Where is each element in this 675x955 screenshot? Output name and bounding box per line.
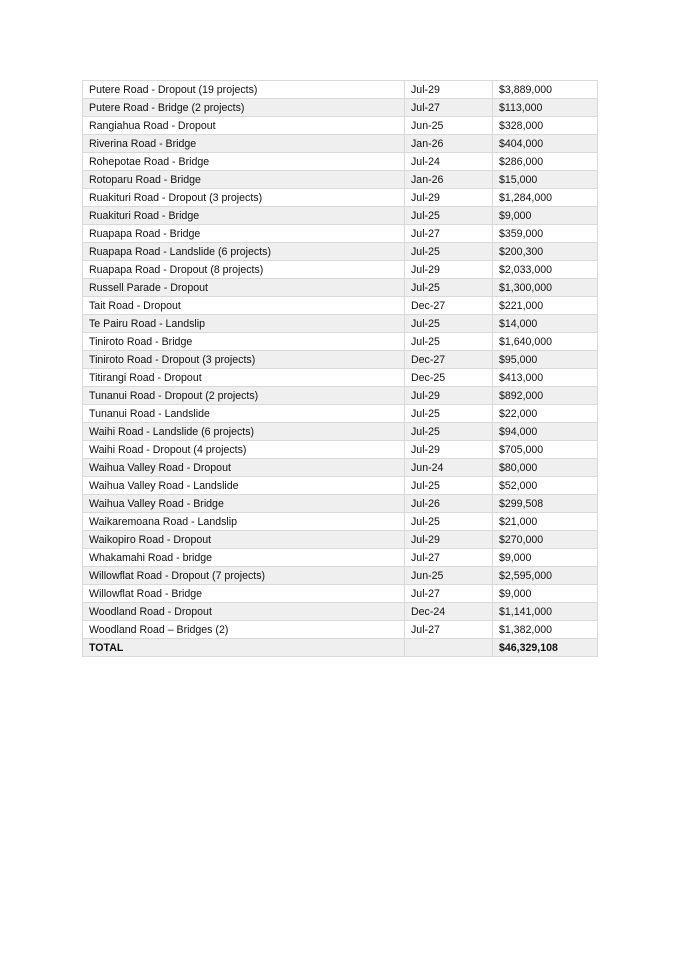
table-row bbox=[83, 81, 598, 99]
completion-date-cell: Dec-27 bbox=[405, 297, 493, 315]
completion-date-cell: Jul-25 bbox=[405, 315, 493, 333]
cost-cell: $95,000 bbox=[493, 351, 598, 369]
cost-cell: $413,000 bbox=[493, 369, 598, 387]
table-row bbox=[83, 477, 598, 495]
total-label-cell: TOTAL bbox=[83, 639, 405, 657]
completion-date-cell: Jul-25 bbox=[405, 333, 493, 351]
table-row bbox=[83, 603, 598, 621]
table-row bbox=[83, 153, 598, 171]
project-name-cell: Waikopiro Road - Dropout bbox=[83, 531, 405, 549]
completion-date-cell: Jul-27 bbox=[405, 549, 493, 567]
project-name-cell: Tunanui Road - Dropout (2 projects) bbox=[83, 387, 405, 405]
table-row bbox=[83, 315, 598, 333]
cost-cell: $2,595,000 bbox=[493, 567, 598, 585]
cost-cell: $1,284,000 bbox=[493, 189, 598, 207]
completion-date-cell: Jul-27 bbox=[405, 621, 493, 639]
completion-date-cell: Jul-29 bbox=[405, 441, 493, 459]
table-row bbox=[83, 189, 598, 207]
project-name-cell: Tait Road - Dropout bbox=[83, 297, 405, 315]
table-row bbox=[83, 171, 598, 189]
project-name-cell: Willowflat Road - Bridge bbox=[83, 585, 405, 603]
project-name-cell: Tiniroto Road - Dropout (3 projects) bbox=[83, 351, 405, 369]
cost-cell: $1,382,000 bbox=[493, 621, 598, 639]
completion-date-cell: Jul-26 bbox=[405, 495, 493, 513]
completion-date-cell: Jul-25 bbox=[405, 207, 493, 225]
cost-cell: $1,300,000 bbox=[493, 279, 598, 297]
project-name-cell: Riverina Road - Bridge bbox=[83, 135, 405, 153]
cost-cell: $22,000 bbox=[493, 405, 598, 423]
project-name-cell: Rotoparu Road - Bridge bbox=[83, 171, 405, 189]
project-name-cell: Waihi Road - Dropout (4 projects) bbox=[83, 441, 405, 459]
table-row bbox=[83, 207, 598, 225]
project-name-cell: Waihua Valley Road - Landslide bbox=[83, 477, 405, 495]
completion-date-cell: Jun-25 bbox=[405, 567, 493, 585]
total-row bbox=[83, 639, 598, 657]
completion-date-cell: Jul-25 bbox=[405, 423, 493, 441]
table-row bbox=[83, 279, 598, 297]
completion-date-cell: Jul-25 bbox=[405, 243, 493, 261]
project-name-cell: Rangiahua Road - Dropout bbox=[83, 117, 405, 135]
table-row bbox=[83, 99, 598, 117]
total-date-cell bbox=[405, 639, 493, 657]
cost-cell: $892,000 bbox=[493, 387, 598, 405]
cost-cell: $9,000 bbox=[493, 585, 598, 603]
project-name-cell: Putere Road - Dropout (19 projects) bbox=[83, 81, 405, 99]
cost-cell: $113,000 bbox=[493, 99, 598, 117]
table-row bbox=[83, 243, 598, 261]
project-name-cell: Te Pairu Road - Landslip bbox=[83, 315, 405, 333]
project-name-cell: Waihi Road - Landslide (6 projects) bbox=[83, 423, 405, 441]
cost-cell: $328,000 bbox=[493, 117, 598, 135]
table-row bbox=[83, 495, 598, 513]
completion-date-cell: Jul-27 bbox=[405, 99, 493, 117]
completion-date-cell: Jul-24 bbox=[405, 153, 493, 171]
completion-date-cell: Jul-27 bbox=[405, 225, 493, 243]
table-row bbox=[83, 261, 598, 279]
completion-date-cell: Jul-27 bbox=[405, 585, 493, 603]
completion-date-cell: Jul-29 bbox=[405, 387, 493, 405]
completion-date-cell: Jul-29 bbox=[405, 189, 493, 207]
cost-cell: $705,000 bbox=[493, 441, 598, 459]
table-row bbox=[83, 297, 598, 315]
table-row bbox=[83, 135, 598, 153]
cost-cell: $15,000 bbox=[493, 171, 598, 189]
completion-date-cell: Jul-29 bbox=[405, 81, 493, 99]
table-row bbox=[83, 387, 598, 405]
project-name-cell: Ruapapa Road - Landslide (6 projects) bbox=[83, 243, 405, 261]
table-body bbox=[83, 81, 598, 657]
project-name-cell: Waihua Valley Road - Dropout bbox=[83, 459, 405, 477]
cost-cell: $80,000 bbox=[493, 459, 598, 477]
table-row bbox=[83, 225, 598, 243]
project-name-cell: Tunanui Road - Landslide bbox=[83, 405, 405, 423]
table-row bbox=[83, 333, 598, 351]
cost-cell: $52,000 bbox=[493, 477, 598, 495]
table-row bbox=[83, 423, 598, 441]
table-row bbox=[83, 567, 598, 585]
cost-cell: $21,000 bbox=[493, 513, 598, 531]
cost-cell: $1,141,000 bbox=[493, 603, 598, 621]
table-row bbox=[83, 369, 598, 387]
project-name-cell: Whakamahi Road - bridge bbox=[83, 549, 405, 567]
project-name-cell: Waikaremoana Road - Landslip bbox=[83, 513, 405, 531]
table-row bbox=[83, 621, 598, 639]
cost-cell: $1,640,000 bbox=[493, 333, 598, 351]
cost-cell: $404,000 bbox=[493, 135, 598, 153]
table-row bbox=[83, 531, 598, 549]
table-row bbox=[83, 351, 598, 369]
project-name-cell: Rohepotae Road - Bridge bbox=[83, 153, 405, 171]
project-name-cell: Tiniroto Road - Bridge bbox=[83, 333, 405, 351]
table-row bbox=[83, 549, 598, 567]
cost-cell: $221,000 bbox=[493, 297, 598, 315]
project-table bbox=[82, 80, 598, 657]
cost-cell: $359,000 bbox=[493, 225, 598, 243]
table-row bbox=[83, 117, 598, 135]
project-name-cell: Ruakituri Road - Dropout (3 projects) bbox=[83, 189, 405, 207]
table-row bbox=[83, 513, 598, 531]
cost-cell: $2,033,000 bbox=[493, 261, 598, 279]
cost-cell: $9,000 bbox=[493, 549, 598, 567]
project-name-cell: Waihua Valley Road - Bridge bbox=[83, 495, 405, 513]
cost-cell: $270,000 bbox=[493, 531, 598, 549]
completion-date-cell: Dec-24 bbox=[405, 603, 493, 621]
project-name-cell: Putere Road - Bridge (2 projects) bbox=[83, 99, 405, 117]
project-name-cell: Ruakituri Road - Bridge bbox=[83, 207, 405, 225]
table-row bbox=[83, 585, 598, 603]
completion-date-cell: Jul-25 bbox=[405, 405, 493, 423]
project-name-cell: Russell Parade - Dropout bbox=[83, 279, 405, 297]
completion-date-cell: Jan-26 bbox=[405, 135, 493, 153]
completion-date-cell: Jun-25 bbox=[405, 117, 493, 135]
project-name-cell: Woodland Road – Bridges (2) bbox=[83, 621, 405, 639]
completion-date-cell: Jul-29 bbox=[405, 531, 493, 549]
cost-cell: $200,300 bbox=[493, 243, 598, 261]
completion-date-cell: Jul-29 bbox=[405, 261, 493, 279]
cost-cell: $286,000 bbox=[493, 153, 598, 171]
completion-date-cell: Jul-25 bbox=[405, 477, 493, 495]
completion-date-cell: Dec-27 bbox=[405, 351, 493, 369]
completion-date-cell: Jul-25 bbox=[405, 279, 493, 297]
completion-date-cell: Jul-25 bbox=[405, 513, 493, 531]
table-row bbox=[83, 459, 598, 477]
cost-cell: $94,000 bbox=[493, 423, 598, 441]
table-row bbox=[83, 441, 598, 459]
completion-date-cell: Jun-24 bbox=[405, 459, 493, 477]
cost-cell: $3,889,000 bbox=[493, 81, 598, 99]
project-name-cell: Willowflat Road - Dropout (7 projects) bbox=[83, 567, 405, 585]
cost-cell: $299,508 bbox=[493, 495, 598, 513]
completion-date-cell: Jan-26 bbox=[405, 171, 493, 189]
project-name-cell: Ruapapa Road - Bridge bbox=[83, 225, 405, 243]
project-name-cell: Woodland Road - Dropout bbox=[83, 603, 405, 621]
project-name-cell: Titirangi Road - Dropout bbox=[83, 369, 405, 387]
total-cost-cell: $46,329,108 bbox=[493, 639, 598, 657]
cost-cell: $14,000 bbox=[493, 315, 598, 333]
table-row bbox=[83, 405, 598, 423]
project-name-cell: Ruapapa Road - Dropout (8 projects) bbox=[83, 261, 405, 279]
completion-date-cell: Dec-25 bbox=[405, 369, 493, 387]
cost-cell: $9,000 bbox=[493, 207, 598, 225]
